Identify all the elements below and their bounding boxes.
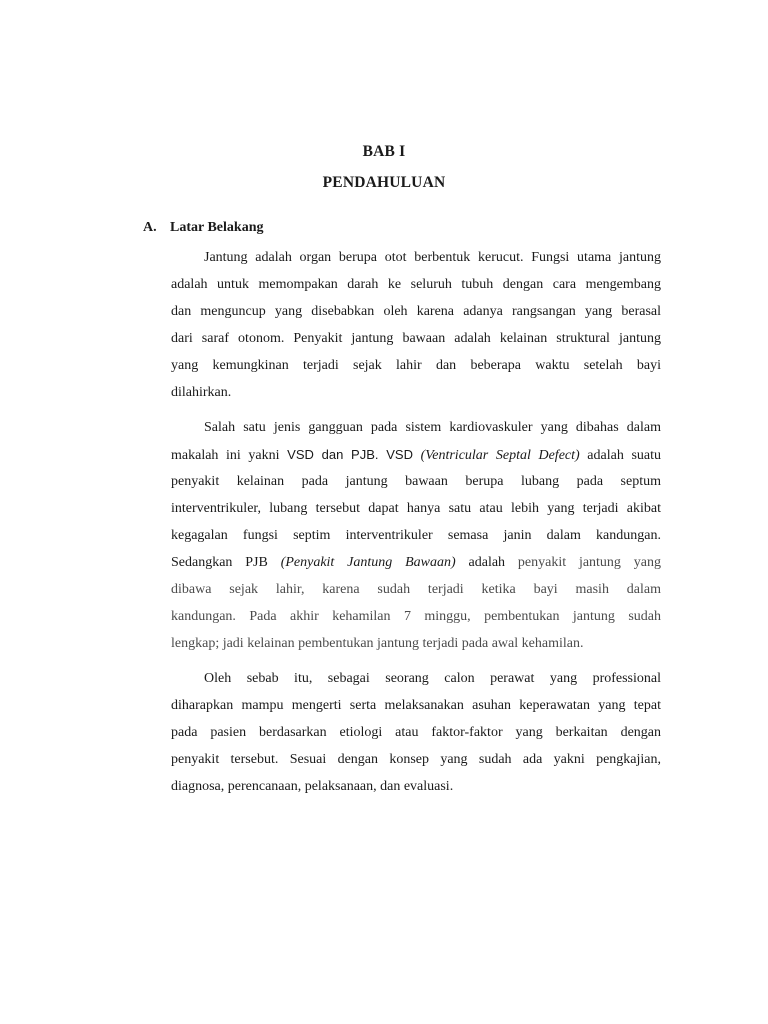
section-title: Latar Belakang xyxy=(170,220,264,235)
text-run: adalah xyxy=(468,555,506,570)
paragraph-line xyxy=(171,441,661,468)
text-run: makalah ini yakni xyxy=(171,448,280,463)
paragraph-line: dan menguncup yang disebabkan oleh karena adanya rangsangan yang berasal xyxy=(171,304,661,319)
paragraph-1 xyxy=(171,244,661,406)
paragraph-line: Salah satu jenis gangguan pada sistem kardiovaskuler yang dibahas dalam xyxy=(204,420,661,435)
text-run: adalah suatu xyxy=(587,448,661,463)
paragraph-line: pada pasien berdasarkan etiologi atau faktor-faktor yang berkaitan dengan xyxy=(171,725,661,740)
paragraph-line: Jantung adalah organ berupa otot berbentuk kerucut. Fungsi utama jantung xyxy=(204,250,661,265)
italic-term: (Penyakit Jantung Bawaan) xyxy=(280,555,456,570)
paragraph-2 xyxy=(171,414,661,657)
section-letter: A. xyxy=(143,220,157,235)
section-heading xyxy=(143,220,263,236)
text-run: penyakit jantung yang xyxy=(517,555,661,570)
paragraph-line: diharapkan mampu mengerti serta melaksanakan asuhan keperawatan yang tepat xyxy=(171,698,661,713)
italic-term: (Ventricular Septal Defect) xyxy=(420,448,580,463)
paragraph-line: dibawa sejak lahir, karena sudah terjadi ketika bayi masih dalam xyxy=(171,582,661,597)
paragraph-line: diagnosa, perencanaan, pelaksanaan, dan evaluasi. xyxy=(171,779,454,794)
paragraph-line: penyakit tersebut. Sesuai dengan konsep yang sudah ada yakni pengkajian, xyxy=(171,752,661,767)
text-run: Pada akhir kehamilan 7 minggu, pembentukan jantung sudah xyxy=(249,609,661,624)
paragraph-line: dari saraf otonom. Penyakit jantung bawaan adalah kelainan struktural jantung xyxy=(171,331,661,346)
paragraph-line: lengkap; jadi kelainan pembentukan jantung terjadi pada awal kehamilan. xyxy=(171,636,584,651)
paragraph-line: interventrikuler, lubang tersebut dapat hanya satu atau lebih yang terjadi akibat xyxy=(171,501,661,516)
text-run: kandungan. xyxy=(171,609,236,624)
paragraph-line xyxy=(171,549,661,576)
paragraph-line xyxy=(171,603,661,630)
text-run: VSD dan PJB. VSD xyxy=(287,447,413,462)
paragraph-line: kegagalan fungsi septim interventrikuler semasa janin dalam kandungan. xyxy=(171,528,661,543)
paragraph-line: dilahirkan. xyxy=(171,385,232,400)
paragraph-line: Oleh sebab itu, sebagai seorang calon perawat yang professional xyxy=(204,671,661,686)
paragraph-line: adalah untuk memompakan darah ke seluruh tubuh dengan cara mengembang xyxy=(171,277,661,292)
chapter-number: BAB I xyxy=(362,143,406,160)
paragraph-3 xyxy=(171,665,661,800)
paragraph-line: yang kemungkinan terjadi sejak lahir dan beberapa waktu setelah bayi xyxy=(171,358,661,373)
paragraph-line: penyakit kelainan pada jantung bawaan berupa lubang pada septum xyxy=(171,474,661,489)
text-run: Sedangkan PJB xyxy=(171,555,268,570)
chapter-title: PENDAHULUAN xyxy=(322,174,446,191)
